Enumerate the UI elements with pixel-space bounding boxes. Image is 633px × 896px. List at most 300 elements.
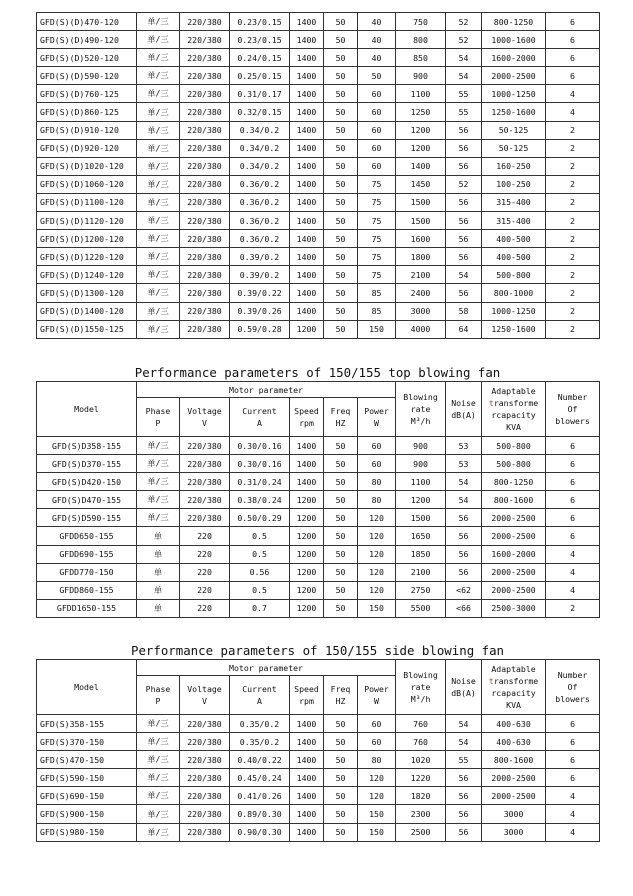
- header-number-of-blowers: Number Of blowers: [546, 660, 600, 715]
- table-cell: 1200: [290, 509, 324, 527]
- table-cell: 单/三: [137, 49, 180, 67]
- table-cell: 0.39/0.2: [230, 248, 290, 266]
- table-cell: 单/三: [137, 715, 180, 733]
- table-cell: 1200: [290, 527, 324, 545]
- header-noise: Noise dB(A): [446, 660, 482, 715]
- top-blowing-fan-table: [36, 381, 600, 618]
- table-cell: 1400: [290, 284, 324, 302]
- table-cell: 220/380: [180, 284, 230, 302]
- table-cell: 56: [446, 230, 482, 248]
- table-cell: 3000: [482, 805, 546, 823]
- table-cell: 80: [358, 751, 396, 769]
- table-cell: 50: [324, 769, 358, 787]
- table-cell: 0.40/0.22: [230, 751, 290, 769]
- table-cell: 50: [324, 715, 358, 733]
- table-cell: 60: [358, 85, 396, 103]
- table-cell: 60: [358, 121, 396, 139]
- table-cell: 0.89/0.30: [230, 805, 290, 823]
- table-cell: 1400: [290, 751, 324, 769]
- model-cell: GFD(S)(D)910-120: [37, 121, 137, 139]
- table-cell: 315-400: [482, 212, 546, 230]
- table-cell: 单/三: [137, 805, 180, 823]
- table-cell: 0.36/0.2: [230, 193, 290, 211]
- table-cell: 50: [324, 563, 358, 581]
- table-cell: 单/三: [137, 302, 180, 320]
- table-cell: 400-630: [482, 715, 546, 733]
- model-cell: GFD(S)(D)860-125: [37, 103, 137, 121]
- table-cell: 50-125: [482, 121, 546, 139]
- table-cell: 1250-1600: [482, 320, 546, 338]
- table-cell: 60: [358, 733, 396, 751]
- table-cell: 40: [358, 31, 396, 49]
- table-cell: 50: [324, 437, 358, 455]
- table-cell: 5500: [396, 599, 446, 617]
- table-cell: 50: [324, 491, 358, 509]
- model-cell: GFD(S)(D)1400-120: [37, 302, 137, 320]
- table-cell: 2000-2500: [482, 67, 546, 85]
- table-row: [37, 67, 600, 85]
- table-cell: 56: [446, 212, 482, 230]
- table-cell: 2: [546, 212, 600, 230]
- table-cell: 120: [358, 545, 396, 563]
- table-cell: 58: [446, 302, 482, 320]
- table-cell: 0.90/0.30: [230, 823, 290, 841]
- table-cell: 500-800: [482, 455, 546, 473]
- table-row: [37, 266, 600, 284]
- table-cell: 1400: [290, 805, 324, 823]
- table-cell: 60: [358, 157, 396, 175]
- table-cell: 0.30/0.16: [230, 455, 290, 473]
- table-cell: 900: [396, 455, 446, 473]
- table-cell: 单/三: [137, 212, 180, 230]
- table-cell: 单/三: [137, 769, 180, 787]
- table-cell: 56: [446, 527, 482, 545]
- table-cell: 50: [324, 823, 358, 841]
- table-cell: 220/380: [180, 175, 230, 193]
- table-cell: 0.30/0.16: [230, 437, 290, 455]
- table-cell: 2000-2500: [482, 581, 546, 599]
- header-transformer-capacity: Adaptable transforme rcapacity KVA: [482, 382, 546, 437]
- table-cell: 1800: [396, 248, 446, 266]
- table-row: [37, 175, 600, 193]
- table-cell: 单/三: [137, 139, 180, 157]
- header-motor-parameter: Motor parameter: [137, 382, 396, 398]
- table-cell: 220: [180, 527, 230, 545]
- table-cell: 6: [546, 491, 600, 509]
- table-cell: 120: [358, 509, 396, 527]
- table-cell: 1400: [290, 13, 324, 31]
- table-cell: 1200: [290, 320, 324, 338]
- table-cell: 220/380: [180, 455, 230, 473]
- header-freq: Freq HZ: [324, 676, 358, 715]
- table-cell: 单/三: [137, 733, 180, 751]
- table-cell: 220/380: [180, 49, 230, 67]
- table-cell: 2: [546, 266, 600, 284]
- table-cell: 50: [358, 67, 396, 85]
- table-cell: 50: [324, 85, 358, 103]
- table-cell: 800-1250: [482, 13, 546, 31]
- table-cell: 1400: [290, 302, 324, 320]
- table-cell: 56: [446, 157, 482, 175]
- model-cell: GFD(S)(D)470-120: [37, 13, 137, 31]
- table-row: [37, 823, 600, 841]
- top-blowing-fan-body: [37, 437, 600, 618]
- table-row: [37, 139, 600, 157]
- table-cell: 0.45/0.24: [230, 769, 290, 787]
- table-cell: 6: [546, 733, 600, 751]
- table-cell: 单: [137, 545, 180, 563]
- table-cell: 0.5: [230, 581, 290, 599]
- table-cell: 900: [396, 67, 446, 85]
- model-cell: GFD(S)(D)1100-120: [37, 193, 137, 211]
- table-cell: 1850: [396, 545, 446, 563]
- table-cell: 6: [546, 31, 600, 49]
- table-cell: 2000-2500: [482, 787, 546, 805]
- table-row: [37, 121, 600, 139]
- table-cell: 220: [180, 581, 230, 599]
- table-cell: 56: [446, 248, 482, 266]
- table-cell: 6: [546, 715, 600, 733]
- table-row: [37, 563, 600, 581]
- table-cell: 53: [446, 437, 482, 455]
- table-row: [37, 302, 600, 320]
- table-cell: 1400: [290, 248, 324, 266]
- table-cell: 1100: [396, 473, 446, 491]
- table-cell: 2: [546, 320, 600, 338]
- header-power: Power W: [358, 676, 396, 715]
- model-cell: GFDD650-155: [37, 527, 137, 545]
- header-voltage: Voltage V: [180, 398, 230, 437]
- table-cell: 2000-2500: [482, 527, 546, 545]
- table-cell: 800: [396, 31, 446, 49]
- table-row: [37, 103, 600, 121]
- table-cell: 220/380: [180, 248, 230, 266]
- table-cell: 单/三: [137, 13, 180, 31]
- table-cell: 1400: [290, 175, 324, 193]
- table-row: [37, 455, 600, 473]
- table-cell: 4: [546, 563, 600, 581]
- table-cell: 1220: [396, 769, 446, 787]
- table-cell: 1400: [290, 823, 324, 841]
- table-row: [37, 715, 600, 733]
- table-row: [37, 284, 600, 302]
- table-cell: 单/三: [137, 455, 180, 473]
- table-cell: 单: [137, 563, 180, 581]
- model-cell: GFD(S)D420-150: [37, 473, 137, 491]
- table-row: [37, 230, 600, 248]
- table-cell: 56: [446, 563, 482, 581]
- table-cell: 52: [446, 175, 482, 193]
- header-motor-parameter: Motor parameter: [137, 660, 396, 676]
- table-cell: 1500: [396, 193, 446, 211]
- table-cell: 54: [446, 67, 482, 85]
- table-cell: 55: [446, 103, 482, 121]
- table-cell: 400-630: [482, 733, 546, 751]
- table-cell: 1400: [290, 85, 324, 103]
- table-cell: 52: [446, 13, 482, 31]
- table-cell: 1020: [396, 751, 446, 769]
- table-cell: 2: [546, 193, 600, 211]
- table-cell: 50: [324, 13, 358, 31]
- header-model: Model: [37, 660, 137, 715]
- table-cell: 单/三: [137, 823, 180, 841]
- table-cell: 6: [546, 473, 600, 491]
- table-cell: 55: [446, 85, 482, 103]
- model-cell: GFD(S)D590-155: [37, 509, 137, 527]
- table-cell: 0.7: [230, 599, 290, 617]
- table-cell: 单/三: [137, 491, 180, 509]
- table-cell: 75: [358, 266, 396, 284]
- table-cell: 60: [358, 455, 396, 473]
- table-cell: 0.24/0.15: [230, 49, 290, 67]
- table-cell: 150: [358, 805, 396, 823]
- table-cell: 1400: [290, 230, 324, 248]
- table-cell: 0.23/0.15: [230, 13, 290, 31]
- table-cell: 220/380: [180, 509, 230, 527]
- table-cell: 4: [546, 787, 600, 805]
- table-cell: 220/380: [180, 320, 230, 338]
- table-cell: 1500: [396, 509, 446, 527]
- table-cell: 1200: [396, 491, 446, 509]
- header-noise: Noise dB(A): [446, 382, 482, 437]
- table-cell: 2300: [396, 805, 446, 823]
- table-cell: 0.23/0.15: [230, 31, 290, 49]
- table-cell: 1200: [396, 139, 446, 157]
- table-cell: 单/三: [137, 266, 180, 284]
- table-cell: 6: [546, 455, 600, 473]
- model-cell: GFD(S)(D)1060-120: [37, 175, 137, 193]
- table-cell: 64: [446, 320, 482, 338]
- table-cell: 80: [358, 491, 396, 509]
- table-cell: 4: [546, 103, 600, 121]
- table-cell: 56: [446, 193, 482, 211]
- table-cell: 单/三: [137, 509, 180, 527]
- table-cell: 2: [546, 230, 600, 248]
- table-cell: 0.39/0.2: [230, 266, 290, 284]
- table-cell: 220/380: [180, 139, 230, 157]
- table-row: [37, 49, 600, 67]
- model-cell: GFD(S)(D)760-125: [37, 85, 137, 103]
- header-number-of-blowers: Number Of blowers: [546, 382, 600, 437]
- table-cell: 2: [546, 284, 600, 302]
- table-cell: 0.5: [230, 545, 290, 563]
- table-cell: 4: [546, 85, 600, 103]
- table-cell: 0.36/0.2: [230, 230, 290, 248]
- table-cell: 220/380: [180, 67, 230, 85]
- table-cell: 2500-3000: [482, 599, 546, 617]
- model-cell: GFD(S)470-150: [37, 751, 137, 769]
- header-phase: Phase P: [137, 398, 180, 437]
- table-cell: 220/380: [180, 266, 230, 284]
- table-cell: 85: [358, 302, 396, 320]
- table-cell: 单/三: [137, 248, 180, 266]
- table-cell: 0.59/0.28: [230, 320, 290, 338]
- table-cell: 50: [324, 103, 358, 121]
- table-cell: 0.50/0.29: [230, 509, 290, 527]
- table-cell: 1200: [290, 545, 324, 563]
- table-cell: 60: [358, 437, 396, 455]
- top-blowing-fan-title: Performance parameters of 150/155 top blowing fan: [134, 365, 501, 380]
- table-cell: 1400: [290, 473, 324, 491]
- model-cell: GFD(S)D370-155: [37, 455, 137, 473]
- table-cell: 60: [358, 715, 396, 733]
- table-cell: <62: [446, 581, 482, 599]
- model-cell: GFD(S)358-155: [37, 715, 137, 733]
- table-row: [37, 193, 600, 211]
- table-cell: 6: [546, 751, 600, 769]
- table-cell: 2: [546, 121, 600, 139]
- table-cell: 50: [324, 751, 358, 769]
- table-cell: 0.39/0.22: [230, 284, 290, 302]
- table-cell: 56: [446, 823, 482, 841]
- table-cell: 50: [324, 581, 358, 599]
- table-cell: 1400: [290, 266, 324, 284]
- table-cell: 900: [396, 437, 446, 455]
- fan-table-120: [36, 12, 600, 339]
- model-cell: GFD(S)(D)1550-125: [37, 320, 137, 338]
- table-cell: 0.38/0.24: [230, 491, 290, 509]
- table-cell: 单/三: [137, 751, 180, 769]
- table-cell: 800-1600: [482, 491, 546, 509]
- table-cell: 56: [446, 769, 482, 787]
- table-cell: 2000-2500: [482, 769, 546, 787]
- table-cell: 0.36/0.2: [230, 212, 290, 230]
- model-cell: GFD(S)D470-155: [37, 491, 137, 509]
- table-cell: 单/三: [137, 787, 180, 805]
- side-blowing-fan-header: [37, 660, 600, 715]
- table-cell: 160-250: [482, 157, 546, 175]
- table-cell: 0.34/0.2: [230, 139, 290, 157]
- table-cell: 1400: [290, 67, 324, 85]
- table-row: [37, 599, 600, 617]
- table-cell: 220/380: [180, 437, 230, 455]
- table-cell: 220/380: [180, 230, 230, 248]
- table-cell: 1650: [396, 527, 446, 545]
- table-cell: 3000: [482, 823, 546, 841]
- table-cell: 4000: [396, 320, 446, 338]
- table-cell: 50: [324, 49, 358, 67]
- table-cell: 54: [446, 473, 482, 491]
- table-cell: 60: [358, 103, 396, 121]
- table-cell: 50: [324, 545, 358, 563]
- header-current: Current A: [230, 676, 290, 715]
- table-cell: 52: [446, 31, 482, 49]
- table-row: [37, 733, 600, 751]
- table-cell: 50: [324, 527, 358, 545]
- table-cell: 1250: [396, 103, 446, 121]
- table-cell: 6: [546, 13, 600, 31]
- model-cell: GFDD690-155: [37, 545, 137, 563]
- table-cell: 1400: [290, 49, 324, 67]
- table-cell: 0.32/0.15: [230, 103, 290, 121]
- table-cell: 单: [137, 581, 180, 599]
- table-cell: 850: [396, 49, 446, 67]
- table-cell: 1400: [290, 139, 324, 157]
- table-cell: 0.35/0.2: [230, 733, 290, 751]
- table-cell: 56: [446, 139, 482, 157]
- table-row: [37, 805, 600, 823]
- table-row: [37, 581, 600, 599]
- table-cell: 0.34/0.2: [230, 157, 290, 175]
- table-cell: 85: [358, 284, 396, 302]
- table-cell: 0.34/0.2: [230, 121, 290, 139]
- table-cell: 120: [358, 527, 396, 545]
- table-row: [37, 31, 600, 49]
- table-cell: 2: [546, 139, 600, 157]
- table-cell: 2100: [396, 266, 446, 284]
- header-power: Power W: [358, 398, 396, 437]
- table-row: [37, 85, 600, 103]
- table-cell: 50: [324, 193, 358, 211]
- table-cell: 75: [358, 175, 396, 193]
- table-cell: 220/380: [180, 13, 230, 31]
- table-cell: 1000-1250: [482, 85, 546, 103]
- table-cell: 2000-2500: [482, 563, 546, 581]
- table-row: [37, 473, 600, 491]
- table-cell: 单/三: [137, 193, 180, 211]
- table-row: [37, 248, 600, 266]
- header-current: Current A: [230, 398, 290, 437]
- table-cell: 1500: [396, 212, 446, 230]
- model-cell: GFD(S)D358-155: [37, 437, 137, 455]
- table-cell: 1000-1250: [482, 302, 546, 320]
- table-row: [37, 751, 600, 769]
- table-cell: 150: [358, 823, 396, 841]
- table-cell: 50: [324, 67, 358, 85]
- model-cell: GFD(S)(D)1120-120: [37, 212, 137, 230]
- model-cell: GFD(S)370-150: [37, 733, 137, 751]
- header-speed: Speed rpm: [290, 398, 324, 437]
- side-blowing-fan-body: [37, 715, 600, 842]
- table-cell: 760: [396, 733, 446, 751]
- table-cell: 2: [546, 302, 600, 320]
- table-cell: 0.31/0.17: [230, 85, 290, 103]
- model-cell: GFDD770-150: [37, 563, 137, 581]
- table-cell: 800-1250: [482, 473, 546, 491]
- model-cell: GFD(S)(D)490-120: [37, 31, 137, 49]
- table-cell: 50: [324, 248, 358, 266]
- model-cell: GFD(S)(D)1240-120: [37, 266, 137, 284]
- table-cell: 100-250: [482, 175, 546, 193]
- header-phase: Phase P: [137, 676, 180, 715]
- table-cell: 1400: [290, 769, 324, 787]
- table-cell: 220/380: [180, 212, 230, 230]
- table-cell: 1600-2000: [482, 49, 546, 67]
- table-cell: 2400: [396, 284, 446, 302]
- table-cell: 50: [324, 787, 358, 805]
- table-cell: 单/三: [137, 437, 180, 455]
- table-cell: 56: [446, 787, 482, 805]
- table-cell: 1820: [396, 787, 446, 805]
- table-row: [37, 769, 600, 787]
- table-cell: 220/380: [180, 157, 230, 175]
- table-cell: 220/380: [180, 121, 230, 139]
- table-cell: 单/三: [137, 284, 180, 302]
- table-cell: 56: [446, 805, 482, 823]
- table-cell: 75: [358, 193, 396, 211]
- table-cell: 220/380: [180, 769, 230, 787]
- table-cell: 120: [358, 787, 396, 805]
- table-cell: 0.31/0.24: [230, 473, 290, 491]
- table-cell: 40: [358, 13, 396, 31]
- table-cell: 50: [324, 805, 358, 823]
- table-cell: 220/380: [180, 491, 230, 509]
- table-cell: 3000: [396, 302, 446, 320]
- table-cell: 1200: [396, 121, 446, 139]
- table-cell: 1200: [290, 599, 324, 617]
- table-cell: 单/三: [137, 103, 180, 121]
- header-transformer-capacity: Adaptable transforme rcapacity KVA: [482, 660, 546, 715]
